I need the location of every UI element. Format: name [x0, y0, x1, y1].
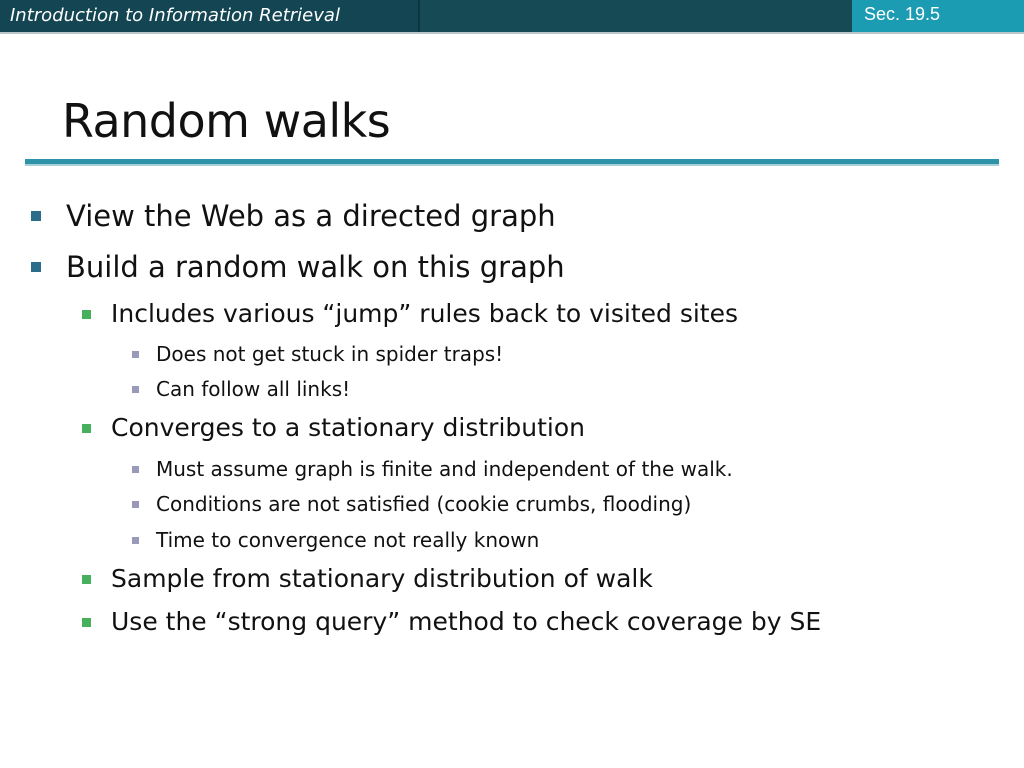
section-label: Sec. 19.5: [864, 4, 941, 24]
bullet-item: [156, 492, 691, 516]
bullet-text: Converges to a stationary distribution: [111, 413, 585, 442]
bullet-text: Time to convergence not really known: [156, 528, 540, 552]
bullet-text: View the Web as a directed graph: [66, 199, 556, 233]
bullet-item: [111, 299, 738, 328]
slide-title: Random walks: [62, 94, 391, 148]
bullet-text: Must assume graph is finite and independent of the walk.: [156, 457, 733, 481]
bullet-marker-icon: [132, 466, 139, 473]
bullet-text: Does not get stuck in spider traps!: [156, 342, 504, 366]
bullet-item: [66, 250, 565, 284]
bullet-item: [156, 377, 350, 401]
bullet-marker-icon: [82, 575, 91, 584]
bullet-marker-icon: [82, 424, 91, 433]
bullet-item: [156, 457, 733, 481]
bullet-item: [111, 564, 653, 593]
bullet-marker-icon: [31, 262, 41, 272]
bullet-text: Can follow all links!: [156, 377, 351, 401]
course-title: Introduction to Information Retrieval: [10, 5, 340, 26]
bullet-marker-icon: [82, 618, 91, 627]
bullet-item: [66, 199, 556, 233]
bullet-item: [156, 342, 503, 366]
bullet-text: Build a random walk on this graph: [66, 250, 565, 284]
bullet-marker-icon: [82, 310, 91, 319]
bullet-marker-icon: [132, 386, 139, 393]
bullet-item: [156, 528, 539, 552]
bullet-marker-icon: [132, 501, 139, 508]
bullet-text: Use the “strong query” method to check coverage by SE: [111, 607, 822, 636]
bullet-text: Conditions are not satisfied (cookie crumbs, flooding): [156, 492, 692, 516]
bullet-item: [111, 607, 821, 636]
bullet-marker-icon: [132, 537, 139, 544]
bullet-marker-icon: [132, 351, 139, 358]
bullet-item: [111, 413, 585, 442]
bullet-marker-icon: [31, 211, 41, 221]
bullet-text: Includes various “jump” rules back to visited sites: [111, 299, 739, 328]
bullet-text: Sample from stationary distribution of walk: [111, 564, 653, 593]
